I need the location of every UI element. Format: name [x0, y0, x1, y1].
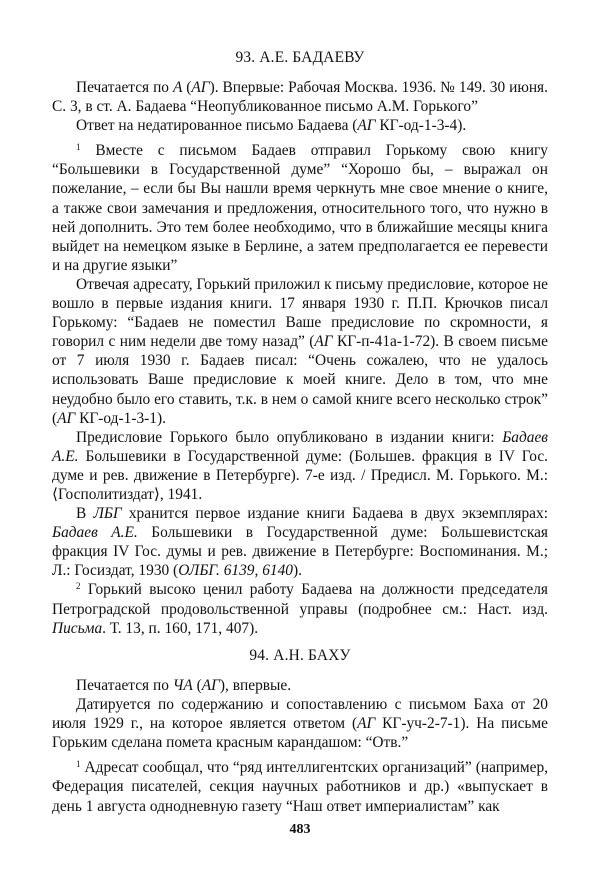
section-94-footnote-1: $^1$ Адресат сообщал, что “ряд интеллигентских организаций” (например, Федерация писателей, секция научных работников и др.) «выпускает в день 1 августа однодневную газету “Наш ответ империалистам” как: [52, 759, 548, 815]
section-94-paragraph-2: Датируется по содержанию и сопоставлению с письмом Баха от 20 июля 1929 г., на которое является ответом (АГ КГ-уч-2-7-1). На письме Горьким сделана помета красным карандашом: “Отв.”: [52, 696, 548, 752]
section-93-paragraph-2: Ответ на недатированное письмо Бадаева (АГ КГ-од-1-3-4).: [76, 117, 467, 135]
section-94-body: [52, 676, 548, 816]
footnote-marker: 1: [76, 759, 81, 770]
section-93-footnote-2: $^2$ Горький высоко ценил работу Бадаева на должности председателя Петроградской продовольственной управы (подробнее см.: Наст. изд. Письма. Т. 13, п. 160, 171, 407).: [52, 581, 548, 637]
footnote-marker: 2: [76, 581, 81, 592]
section-94-title: 94. А.Н. БАХУ: [249, 647, 351, 664]
section-93-title: 93. А.Е. БАДАЕВУ: [235, 49, 365, 66]
page-number: 483: [289, 822, 311, 837]
section-93-paragraph-4: Предисловие Горького было опубликовано в издании книги: Бадаев А.Е. Большевики в Государственной думе: (Большев. фракция в IV Гос. думе и рев. движение в Петербурге). 7-е изд. / Предисл. М. Горького. М.: ⟨Госполитиздат⟩, 1941.: [52, 428, 548, 503]
section-93-paragraph-3: Отвечая адресату, Горький приложил к письму предисловие, которое не вошло в первые издания книги. 17 января 1930 г. П.П. Крючков писал Горькому: “Бадаев не поместил Ваше предисловие по скромности, я говорил с ним недели две тому назад” (АГ КГ-п-41а-1-72). В своем письме от 7 июля 1930 г. Бадаев писал: “Очень сожалею, что не удалось использовать Ваше предисловие к моей книге. Дело в том, что мне неудобно было его ставить, т.к. в нем о самой книге всего несколько строк” (АГ КГ-од-1-3-1).: [52, 275, 548, 427]
section-94-paragraph-1: Печатается по ЧА (АГ), впервые.: [76, 677, 292, 694]
footnote-marker: 1: [76, 142, 81, 153]
section-93-paragraph-5: В ЛБГ хранится первое издание книги Бадаева в двух экземплярах: Бадаев А.Е. Большевики в Государственной думе: Большевистская фракция IV Гос. думы и рев. движение в Петербурге: Воспоминания. М.; Л.: Госиздат, 1930 (ОЛБГ. 6139, 6140).: [52, 505, 548, 580]
section-93-paragraph-1: Печатается по А (АГ). Впервые: Рабочая Москва. 1936. № 149. 30 июня. С. 3, в ст. А. Бадаева “Неопубликованное письмо А.М. Горького”: [52, 79, 548, 116]
section-93-body: [52, 78, 548, 638]
section-93-footnote-1: $^1$ Вместе с письмом Бадаев отправил Горькому свою книгу “Большевики в Государственной думе” “Хорошо бы, – выражал он пожелание, – если бы Вы нашли время черкнуть мне свое мнение о книге, а также свои замечания и предложения, относительного того, что нужно в ней дополнить. Это тем более необходимо, что в ближайшие месяцы книга выйдет на немецком языке в Берлине, а затем предполагается ее перевести и на другие языки”: [52, 142, 548, 274]
